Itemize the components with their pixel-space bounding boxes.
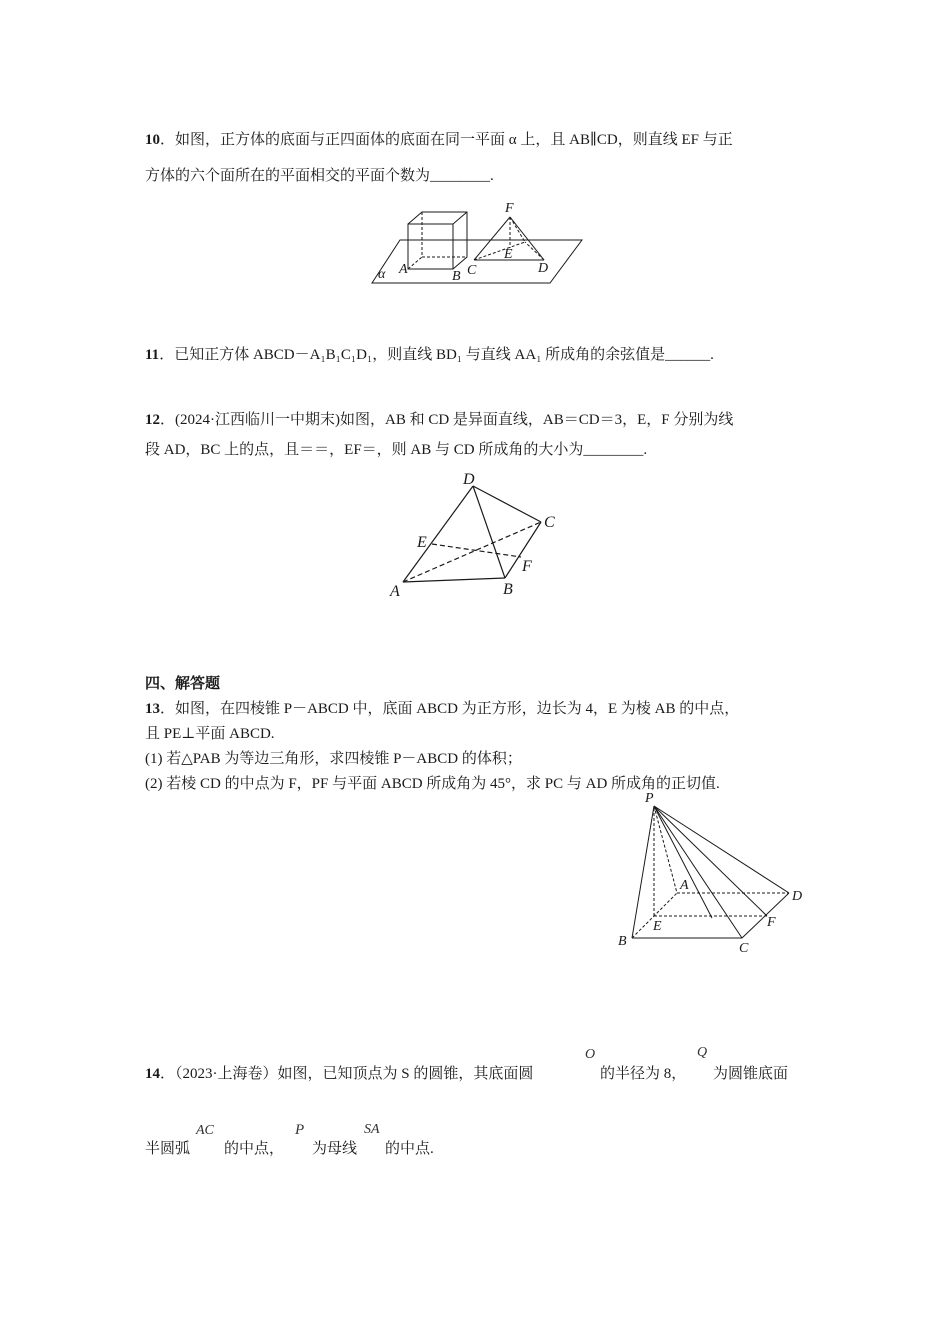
q13-line1	[145, 697, 739, 718]
q12-figure	[385, 466, 565, 601]
label-alpha: α	[378, 267, 386, 282]
q12-text-1: ．(2024·江西临川一中期末)如图，AB 和 CD 是异面直线，AB＝CD＝3，E，F 分别为线	[160, 412, 734, 428]
q13-label-D: D	[792, 889, 803, 904]
label-C: C	[467, 263, 477, 278]
section-title: 四、解答题	[145, 676, 221, 692]
q10-figure	[370, 200, 585, 290]
q13-label-P: P	[645, 791, 654, 806]
q10-text-1: ．如图，正方体的底面与正四面体的底面在同一平面 α 上，且 AB∥CD，则直线 EF 与正	[160, 132, 733, 148]
q12-label-D: D	[463, 471, 475, 488]
q12-label-A: A	[390, 583, 400, 600]
q10-number: 10	[145, 132, 160, 148]
label-F: F	[505, 201, 514, 216]
q13-text-1: ．如图，在四棱锥 P－ABCD 中，底面 ABCD 为正方形，边长为 4，E 为棱 AB 的中点，	[160, 701, 740, 717]
q12-label-E: E	[417, 534, 427, 551]
q14-line1	[145, 1062, 533, 1083]
label-D: D	[538, 261, 549, 276]
q10-line1	[145, 128, 733, 149]
q13-figure	[612, 788, 812, 958]
q13-part2: (2) 若棱 CD 的中点为 F，PF 与平面 ABCD 所成角为 45°，求 PC 与 AD 所成角的正切值.	[145, 776, 720, 792]
q14-number: 14	[145, 1066, 160, 1082]
q14-symbol-P: P	[295, 1122, 305, 1138]
label-A: A	[399, 262, 408, 277]
q11-text: ．已知正方体 ABCD－A₁B₁C₁D₁，则直线 BD₁ 与直线 AA₁ 所成角的余弦值是______.	[159, 347, 714, 363]
q12-line2: 段 AD，BC 上的点，且＝＝，EF＝，则 AB 与 CD 所成角的大小为________.	[145, 442, 648, 458]
q11-number: 11	[145, 347, 160, 363]
q13-label-C: C	[739, 941, 749, 956]
q14-text-2c: 为母线	[312, 1141, 358, 1157]
q12-label-B: B	[503, 581, 513, 598]
q12-label-F: F	[522, 558, 532, 575]
q12-label-C: C	[544, 514, 555, 531]
label-E: E	[504, 247, 513, 262]
q14-text-1a: ．（2023·上海卷）如图，已知顶点为 S 的圆锥，其底面圆	[160, 1066, 534, 1082]
q14-symbol-AC: AC	[196, 1123, 214, 1138]
q13-label-B: B	[618, 934, 627, 949]
q14-symbol-Q: Q	[697, 1045, 708, 1060]
q14-text-2d: 的中点.	[385, 1141, 434, 1157]
q13-line2: 且 PE⊥平面 ABCD.	[145, 726, 275, 742]
q13-label-F: F	[767, 915, 776, 930]
q14-symbol-SA: SA	[364, 1122, 380, 1137]
q13-label-A: A	[680, 878, 689, 893]
q14-symbol-O: O	[585, 1047, 596, 1062]
q13-label-E: E	[653, 919, 662, 934]
q10-line2: 方体的六个面所在的平面相交的平面个数为________.	[145, 168, 494, 184]
label-B: B	[452, 269, 461, 284]
q11-line	[145, 343, 714, 364]
cube-front	[408, 224, 453, 269]
q12-line1	[145, 408, 733, 429]
q14-text-2b: 的中点，	[224, 1141, 285, 1157]
q14-text-2a: 半圆弧	[145, 1141, 191, 1157]
q14-text-1c: 为圆锥底面	[713, 1066, 789, 1082]
q13-part1: (1) 若△PAB 为等边三角形，求四棱锥 P－ABCD 的体积；	[145, 751, 522, 767]
q13-number: 13	[145, 701, 160, 717]
q12-number: 12	[145, 412, 160, 428]
q14-text-1b: 的半径为 8，	[600, 1066, 687, 1082]
